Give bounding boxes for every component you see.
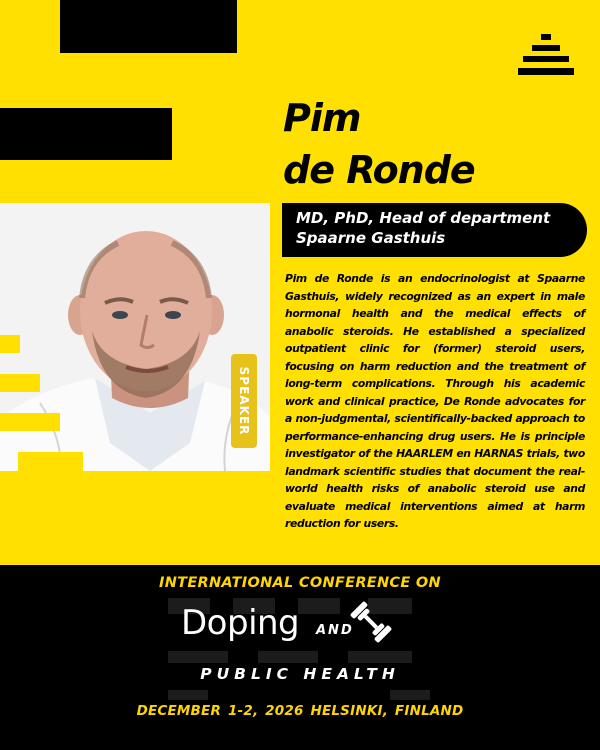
decor-bar-left <box>0 108 172 160</box>
speaker-institution: Spaarne Gasthuis <box>296 229 446 247</box>
speaker-bio: Pim de Ronde is an endocrinologist at Spaarne Gasthuis, widely recognized as an expert in male hormonal health and the medical effects of anabolic steroids. He established a specialized outpatient clinic for (former) steroid users, focusing on harm reduction and the treatment of long-term complications. Through his academic work and clinical practice, De Ronde advocates for a non-judgmental, scientifically-backed approach to performance-enhancing drug users. He is principle investigator of the HAARLEM en HARNAS trials, two landmark scientific studies that document the real-world health risks of anabolic steroid use and evaluate medical interventions aimed at harm reduction for users. <box>285 272 585 530</box>
decor-stripe-2 <box>0 374 40 392</box>
speaker-tag <box>231 354 257 448</box>
stacked-bars-logo-icon <box>518 32 574 80</box>
speaker-name <box>283 92 475 196</box>
event-date-location: DECEMBER 1-2, 2026 HELSINKI, FINLAND <box>136 703 464 719</box>
dumbbell-icon <box>347 598 395 646</box>
event-word-public-health: PUBLIC HEALTH <box>200 665 400 683</box>
decor-block <box>348 651 412 663</box>
speaker-last-name: de Ronde <box>283 148 475 192</box>
decor-stripe-4 <box>18 452 83 471</box>
speaker-role: MD, PhD, Head of department <box>296 209 551 227</box>
event-connector: AND <box>316 623 354 638</box>
speaker-tag-label: SPEAKER <box>237 366 251 436</box>
speaker-title-badge <box>282 203 587 257</box>
event-footer <box>0 565 600 750</box>
decor-bar-top <box>60 0 237 53</box>
event-word-doping: Doping <box>181 603 300 643</box>
decor-block <box>168 651 228 663</box>
decor-stripe-1 <box>0 335 20 353</box>
decor-block <box>390 690 430 700</box>
decor-block <box>258 651 318 663</box>
decor-block <box>168 690 208 700</box>
event-subtitle: INTERNATIONAL CONFERENCE ON <box>159 575 441 591</box>
decor-stripe-3 <box>0 413 60 431</box>
speaker-first-name: Pim <box>283 96 361 140</box>
decor-block <box>298 598 340 614</box>
